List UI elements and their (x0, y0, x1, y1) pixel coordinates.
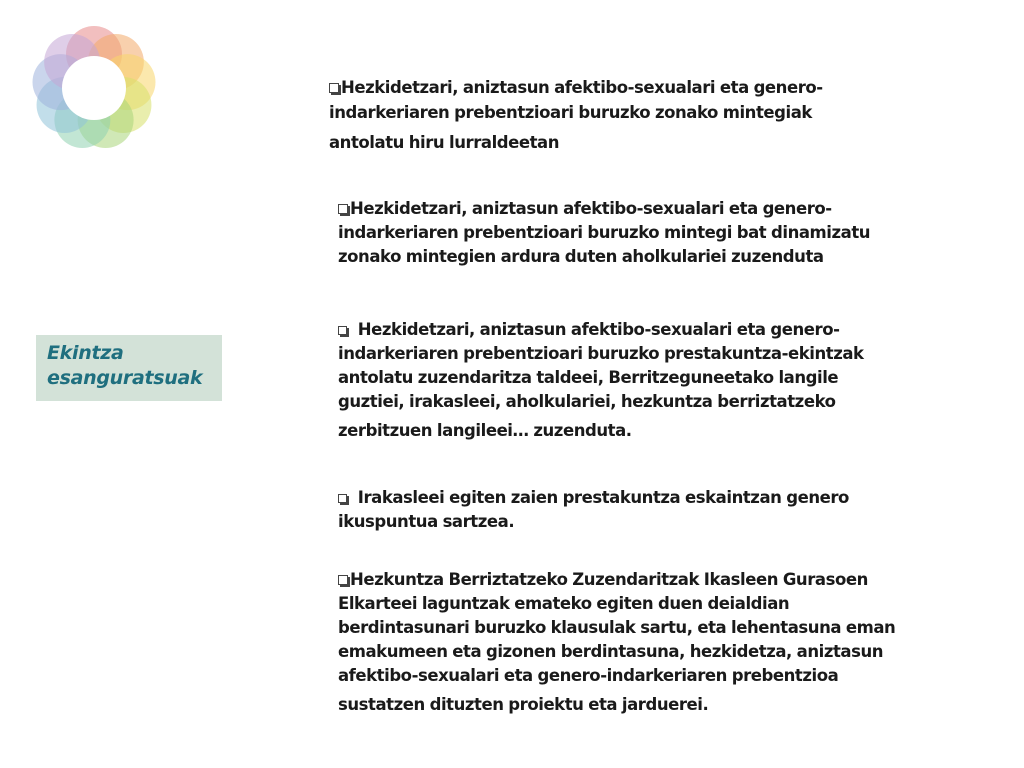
list-item: Hezkidetzari, aniztasun afektibo-sexualari eta genero- indarkeriaren prebentzioari buruzko zonako mintegiak antolatu hiru lurraldeetan (329, 78, 823, 152)
checkbox-bullet-icon (338, 326, 347, 335)
checkbox-bullet-icon (338, 494, 347, 503)
list-item: Hezkidetzari, aniztasun afektibo-sexualari eta genero- indarkeriaren prebentzioari buruzko mintegi bat dinamizatu zonako mintegien ardura duten aholkulariei zuzenduta (338, 199, 871, 266)
list-item: Hezkidetzari, aniztasun afektibo-sexualari eta genero- indarkeriaren prebentzioari buruzko prestakuntza-ekintzak antolatu zuzendaritza taldeei, Berritzeguneetako langile guztiei, irakasleei, aholkulariei, hezkuntza berriztatzeko zerbitzuen langileei… zuzenduta. (338, 320, 864, 440)
checkbox-bullet-icon (338, 575, 348, 585)
section-label: Ekintza esanguratsuak (36, 335, 222, 401)
logo-center (62, 56, 126, 120)
list-item: Hezkuntza Berriztatzeko Zuzendaritzak Ikasleen Gurasoen Elkarteei laguntzak emateko egiten duen deialdian berdintasunari buruzko klausulak sartu, eta lehentasuna eman emakumeen eta gizonen berdintasuna, hezkidetza, aniztasun afektibo-sexualari eta genero-indarkeriaren prebentzioa sustatzen dituzten proiektu eta jarduerei. (338, 570, 896, 714)
checkbox-bullet-icon (338, 204, 348, 214)
checkbox-bullet-icon (329, 83, 339, 93)
color-ring-logo (30, 24, 158, 152)
list-item: Irakasleei egiten zaien prestakuntza eskaintzan genero ikuspuntua sartzea. (338, 488, 849, 531)
